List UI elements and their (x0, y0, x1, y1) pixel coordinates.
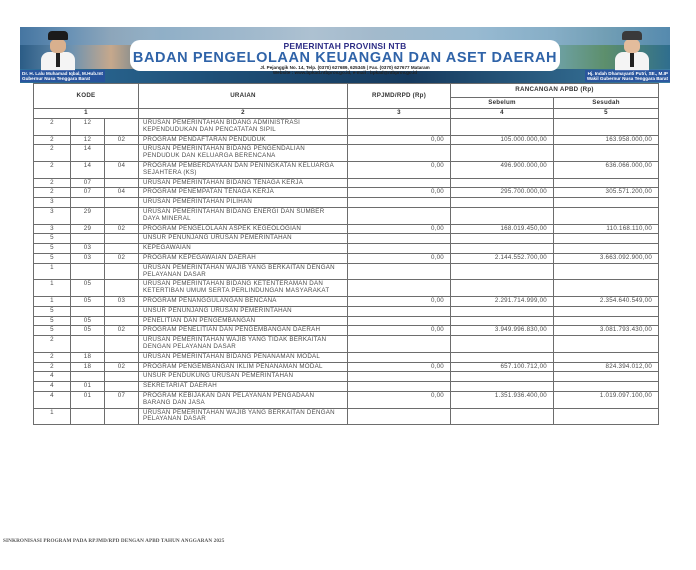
kode-level-3 (105, 352, 139, 362)
apbd-sesudah-value (554, 352, 659, 362)
kode-level-2: 18 (71, 362, 105, 372)
kode-level-2 (71, 234, 105, 244)
table-row (34, 234, 659, 244)
uraian-cell: URUSAN PEMERINTAHAN BIDANG ENERGI DAN SUMBER DAYA MINERAL (139, 207, 348, 224)
apbd-sebelum-value: 2.291.714.999,00 (451, 296, 554, 306)
rpjmd-value (348, 234, 451, 244)
kode-level-1: 1 (34, 280, 71, 297)
apbd-sesudah-value (554, 145, 659, 162)
kode-level-1: 2 (34, 119, 71, 136)
table-row (34, 408, 659, 425)
apbd-sesudah-value: 3.081.793.430,00 (554, 326, 659, 336)
vice-governor-title: Wakil Gubernur Nusa Tenggara Barat (586, 76, 668, 81)
apbd-sesudah-value (554, 408, 659, 425)
kode-level-2 (71, 336, 105, 353)
kode-level-2 (71, 408, 105, 425)
rpjmd-value (348, 280, 451, 297)
table-row (34, 244, 659, 254)
kode-level-2: 14 (71, 145, 105, 162)
vice-governor-name: Hj. Indah Dhamayanti Putri, SE., M.IP (587, 71, 668, 76)
apbd-sesudah-value (554, 119, 659, 136)
rpjmd-value (348, 119, 451, 136)
kode-level-1: 5 (34, 326, 71, 336)
kode-level-2: 03 (71, 253, 105, 263)
rpjmd-value (348, 178, 451, 188)
kode-level-3 (105, 316, 139, 326)
apbd-sebelum-value (451, 316, 554, 326)
kode-level-3: 02 (105, 362, 139, 372)
kode-level-1: 2 (34, 145, 71, 162)
rpjmd-value (348, 306, 451, 316)
apbd-sesudah-value (554, 336, 659, 353)
apbd-sesudah-value (554, 372, 659, 382)
kode-level-1: 2 (34, 178, 71, 188)
kode-level-2: 07 (71, 188, 105, 198)
table-row (34, 161, 659, 178)
apbd-sebelum-value (451, 234, 554, 244)
kode-level-3 (105, 244, 139, 254)
apbd-sesudah-value (554, 234, 659, 244)
apbd-sesudah-value (554, 178, 659, 188)
table-row (34, 391, 659, 408)
rpjmd-value (348, 408, 451, 425)
kode-level-1: 2 (34, 135, 71, 145)
kode-level-2: 14 (71, 161, 105, 178)
table-row (34, 198, 659, 208)
uraian-cell: PROGRAM PEMBERDAYAAN DAN PENINGKATAN KELUARGA SEJAHTERA (KS) (139, 161, 348, 178)
kode-level-3 (105, 372, 139, 382)
kode-level-3 (105, 408, 139, 425)
header-rpjmd: RPJMD/RPD (Rp) (348, 84, 451, 109)
kode-level-1: 4 (34, 391, 71, 408)
table-row (34, 224, 659, 234)
rpjmd-value (348, 198, 451, 208)
apbd-sebelum-value: 295.700.000,00 (451, 188, 554, 198)
governor-portrait-icon (38, 29, 78, 69)
apbd-sesudah-value (554, 306, 659, 316)
apbd-sebelum-value (451, 382, 554, 392)
table-row (34, 145, 659, 162)
uraian-cell: PROGRAM PENELITIAN DAN PENGEMBANGAN DAERAH (139, 326, 348, 336)
apbd-sesudah-value (554, 382, 659, 392)
apbd-sebelum-value (451, 352, 554, 362)
uraian-cell: PROGRAM PENGEMBANGAN IKLIM PENANAMAN MODAL (139, 362, 348, 372)
kode-level-2: 05 (71, 316, 105, 326)
apbd-sebelum-value: 2.144.552.700,00 (451, 253, 554, 263)
apbd-sebelum-value (451, 119, 554, 136)
uraian-cell: PROGRAM KEPEGAWAIAN DAERAH (139, 253, 348, 263)
table-row (34, 280, 659, 297)
kode-level-3: 02 (105, 224, 139, 234)
kode-level-1: 1 (34, 296, 71, 306)
apbd-sebelum-value: 168.019.450,00 (451, 224, 554, 234)
uraian-cell: URUSAN PEMERINTAHAN BIDANG ADMINISTRASI KEPENDUDUKAN DAN PENCATATAN SIPIL (139, 119, 348, 136)
kode-level-3: 04 (105, 188, 139, 198)
apbd-sesudah-value: 1.019.097.100,00 (554, 391, 659, 408)
apbd-sebelum-value (451, 244, 554, 254)
uraian-cell: URUSAN PEMERINTAHAN BIDANG TENAGA KERJA (139, 178, 348, 188)
rpjmd-value (348, 382, 451, 392)
letterhead-address: Jl. Pejanggik No. 14, Telp. (0370) 627689, 625345 | Fax. (0370) 627677 Mataram (260, 65, 430, 70)
uraian-cell: UNSUR PENUNJANG URUSAN PEMERINTAHAN (139, 306, 348, 316)
kode-level-2: 29 (71, 207, 105, 224)
apbd-sebelum-value (451, 207, 554, 224)
apbd-sebelum-value (451, 306, 554, 316)
apbd-sesudah-value (554, 207, 659, 224)
rpjmd-value (348, 263, 451, 280)
apbd-sesudah-value: 3.663.092.900,00 (554, 253, 659, 263)
apbd-sebelum-value: 1.351.936.400,00 (451, 391, 554, 408)
uraian-cell: PROGRAM KEBIJAKAN DAN PELAYANAN PENGADAAN BARANG DAN JASA (139, 391, 348, 408)
kode-level-3 (105, 382, 139, 392)
header-uraian: URAIAN (139, 84, 348, 109)
apbd-sebelum-value (451, 336, 554, 353)
kode-level-2 (71, 372, 105, 382)
kode-level-3: 02 (105, 135, 139, 145)
kode-level-1: 5 (34, 244, 71, 254)
kode-level-2: 01 (71, 391, 105, 408)
uraian-cell: KEPEGAWAIAN (139, 244, 348, 254)
table-row (34, 253, 659, 263)
apbd-sesudah-value: 110.168.110,00 (554, 224, 659, 234)
letterhead-contact: Website : www.bpkad.ntbprov.go.id, e-mail : bpkad@ntbprov.go.id (272, 70, 418, 75)
kode-level-2 (71, 306, 105, 316)
kode-level-1: 2 (34, 161, 71, 178)
kode-level-3 (105, 207, 139, 224)
table-row (34, 263, 659, 280)
kode-level-1: 3 (34, 207, 71, 224)
table-row (34, 336, 659, 353)
apbd-sebelum-value: 496.900.000,00 (451, 161, 554, 178)
apbd-sesudah-value (554, 198, 659, 208)
header-sesudah: Sesudah (554, 98, 659, 109)
apbd-sebelum-value (451, 280, 554, 297)
kode-level-3 (105, 119, 139, 136)
kode-level-2: 07 (71, 178, 105, 188)
rpjmd-value (348, 352, 451, 362)
table-row (34, 306, 659, 316)
col-number-1: 1 (34, 109, 139, 119)
kode-level-2 (71, 263, 105, 280)
table-row (34, 135, 659, 145)
rpjmd-value: 0,00 (348, 253, 451, 263)
rpjmd-value (348, 372, 451, 382)
rpjmd-value: 0,00 (348, 296, 451, 306)
apbd-sesudah-value: 824.394.012,00 (554, 362, 659, 372)
table-body (34, 119, 659, 425)
kode-level-1: 3 (34, 224, 71, 234)
kode-level-1: 5 (34, 234, 71, 244)
table-row (34, 382, 659, 392)
kode-level-1: 2 (34, 362, 71, 372)
vice-governor-caption (585, 70, 670, 82)
uraian-cell: PROGRAM PENANGGULANGAN BENCANA (139, 296, 348, 306)
kode-level-1: 5 (34, 306, 71, 316)
apbd-sesudah-value: 305.571.200,00 (554, 188, 659, 198)
apbd-sebelum-value: 3.949.996.830,00 (451, 326, 554, 336)
kode-level-3 (105, 178, 139, 188)
kode-level-1: 2 (34, 336, 71, 353)
kode-level-2: 29 (71, 224, 105, 234)
apbd-sesudah-value (554, 316, 659, 326)
apbd-sebelum-value: 657.100.712,00 (451, 362, 554, 372)
col-number-4: 4 (451, 109, 554, 119)
table-row (34, 188, 659, 198)
apbd-sesudah-value (554, 244, 659, 254)
rpjmd-value: 0,00 (348, 362, 451, 372)
uraian-cell: PROGRAM PENDAFTARAN PENDUDUK (139, 135, 348, 145)
kode-level-3 (105, 198, 139, 208)
apbd-sebelum-value (451, 145, 554, 162)
kode-level-3 (105, 263, 139, 280)
apbd-sebelum-value: 105.000.000,00 (451, 135, 554, 145)
kode-level-2: 12 (71, 119, 105, 136)
rpjmd-value: 0,00 (348, 224, 451, 234)
rpjmd-value (348, 145, 451, 162)
rpjmd-value: 0,00 (348, 188, 451, 198)
kode-level-2: 05 (71, 326, 105, 336)
table-row (34, 207, 659, 224)
kode-level-3 (105, 280, 139, 297)
kode-level-3 (105, 336, 139, 353)
rpjmd-value: 0,00 (348, 391, 451, 408)
letterhead-agency: BADAN PENGELOLAAN KEUANGAN DAN ASET DAERAH (132, 50, 558, 66)
table-row (34, 296, 659, 306)
kode-level-1: 3 (34, 198, 71, 208)
col-number-2: 2 (139, 109, 348, 119)
kode-level-2: 03 (71, 244, 105, 254)
governor-name: Dr. H. Lalu Muhamad Iqbal, M.Hub.Int (22, 71, 103, 76)
apbd-sesudah-value: 2.354.640.549,00 (554, 296, 659, 306)
table-row (34, 372, 659, 382)
letterhead-government: PEMERINTAH PROVINSI NTB (283, 41, 407, 51)
kode-level-3: 07 (105, 391, 139, 408)
rpjmd-value: 0,00 (348, 161, 451, 178)
kode-level-3 (105, 306, 139, 316)
uraian-cell: URUSAN PEMERINTAHAN BIDANG PENGENDALIAN PENDUDUK DAN KELUARGA BERENCANA (139, 145, 348, 162)
rpjmd-value: 0,00 (348, 326, 451, 336)
kode-level-2 (71, 198, 105, 208)
uraian-cell: PROGRAM PENGELOLAAN ASPEK KEGEOLOGIAN (139, 224, 348, 234)
kode-level-3: 02 (105, 253, 139, 263)
governor-title: Gubernur Nusa Tenggara Barat (22, 76, 91, 81)
rpjmd-value: 0,00 (348, 135, 451, 145)
uraian-cell: URUSAN PEMERINTAHAN WAJIB YANG BERKAITAN DENGAN PELAYANAN DASAR (139, 408, 348, 425)
governor-caption (20, 70, 105, 82)
kode-level-2: 01 (71, 382, 105, 392)
uraian-cell: URUSAN PEMERINTAHAN WAJIB YANG BERKAITAN DENGAN PELAYANAN DASAR (139, 263, 348, 280)
table-row (34, 326, 659, 336)
kode-level-1: 2 (34, 188, 71, 198)
col-number-5: 5 (554, 109, 659, 119)
kode-level-3 (105, 145, 139, 162)
uraian-cell: PROGRAM PENEMPATAN TENAGA KERJA (139, 188, 348, 198)
letterhead-banner (20, 27, 670, 83)
uraian-cell: SEKRETARIAT DAERAH (139, 382, 348, 392)
table-row (34, 119, 659, 136)
rpjmd-value (348, 244, 451, 254)
kode-level-3: 02 (105, 326, 139, 336)
table-row (34, 178, 659, 188)
kode-level-2: 05 (71, 296, 105, 306)
kode-level-3: 03 (105, 296, 139, 306)
uraian-cell: UNSUR PENDUKUNG URUSAN PEMERINTAHAN (139, 372, 348, 382)
kode-level-3: 04 (105, 161, 139, 178)
table-row (34, 316, 659, 326)
uraian-cell: URUSAN PEMERINTAHAN PILIHAN (139, 198, 348, 208)
kode-level-2: 05 (71, 280, 105, 297)
kode-level-2: 18 (71, 352, 105, 362)
uraian-cell: URUSAN PEMERINTAHAN WAJIB YANG TIDAK BERKAITAN DENGAN PELAYANAN DASAR (139, 336, 348, 353)
kode-level-1: 5 (34, 316, 71, 326)
apbd-sebelum-value (451, 198, 554, 208)
kode-level-2: 12 (71, 135, 105, 145)
rpjmd-value (348, 336, 451, 353)
kode-level-1: 4 (34, 382, 71, 392)
document-footer: SINKRONISASI PROGRAM PADA RPJMD/RPD DENGAN APBD TAHUN ANGGARAN 2025 (3, 538, 225, 544)
kode-level-3 (105, 234, 139, 244)
header-sebelum: Sebelum (451, 98, 554, 109)
program-sync-table (33, 83, 659, 425)
uraian-cell: URUSAN PEMERINTAHAN BIDANG PENANAMAN MODAL (139, 352, 348, 362)
letterhead-title-box (130, 40, 560, 75)
kode-level-1: 1 (34, 263, 71, 280)
apbd-sesudah-value (554, 280, 659, 297)
kode-level-1: 2 (34, 352, 71, 362)
col-number-3: 3 (348, 109, 451, 119)
uraian-cell: UNSUR PENUNJANG URUSAN PEMERINTAHAN (139, 234, 348, 244)
apbd-sebelum-value (451, 408, 554, 425)
uraian-cell: URUSAN PEMERINTAHAN BIDANG KETENTERAMAN DAN KETERTIBAN UMUM SERTA PERLINDUNGAN MASYARAKAT (139, 280, 348, 297)
header-rancangan-apbd: RANCANGAN APBD (Rp) (451, 84, 659, 98)
kode-level-1: 1 (34, 408, 71, 425)
kode-level-1: 4 (34, 372, 71, 382)
kode-level-1: 5 (34, 253, 71, 263)
apbd-sesudah-value: 163.958.000,00 (554, 135, 659, 145)
uraian-cell: PENELITIAN DAN PENGEMBANGAN (139, 316, 348, 326)
apbd-sebelum-value (451, 263, 554, 280)
apbd-sesudah-value (554, 263, 659, 280)
rpjmd-value (348, 316, 451, 326)
table-row (34, 352, 659, 362)
rpjmd-value (348, 207, 451, 224)
apbd-sebelum-value (451, 372, 554, 382)
table-row (34, 362, 659, 372)
header-kode: KODE (34, 84, 139, 109)
apbd-sesudah-value: 636.066.000,00 (554, 161, 659, 178)
vice-governor-portrait-icon (612, 29, 652, 69)
apbd-sebelum-value (451, 178, 554, 188)
